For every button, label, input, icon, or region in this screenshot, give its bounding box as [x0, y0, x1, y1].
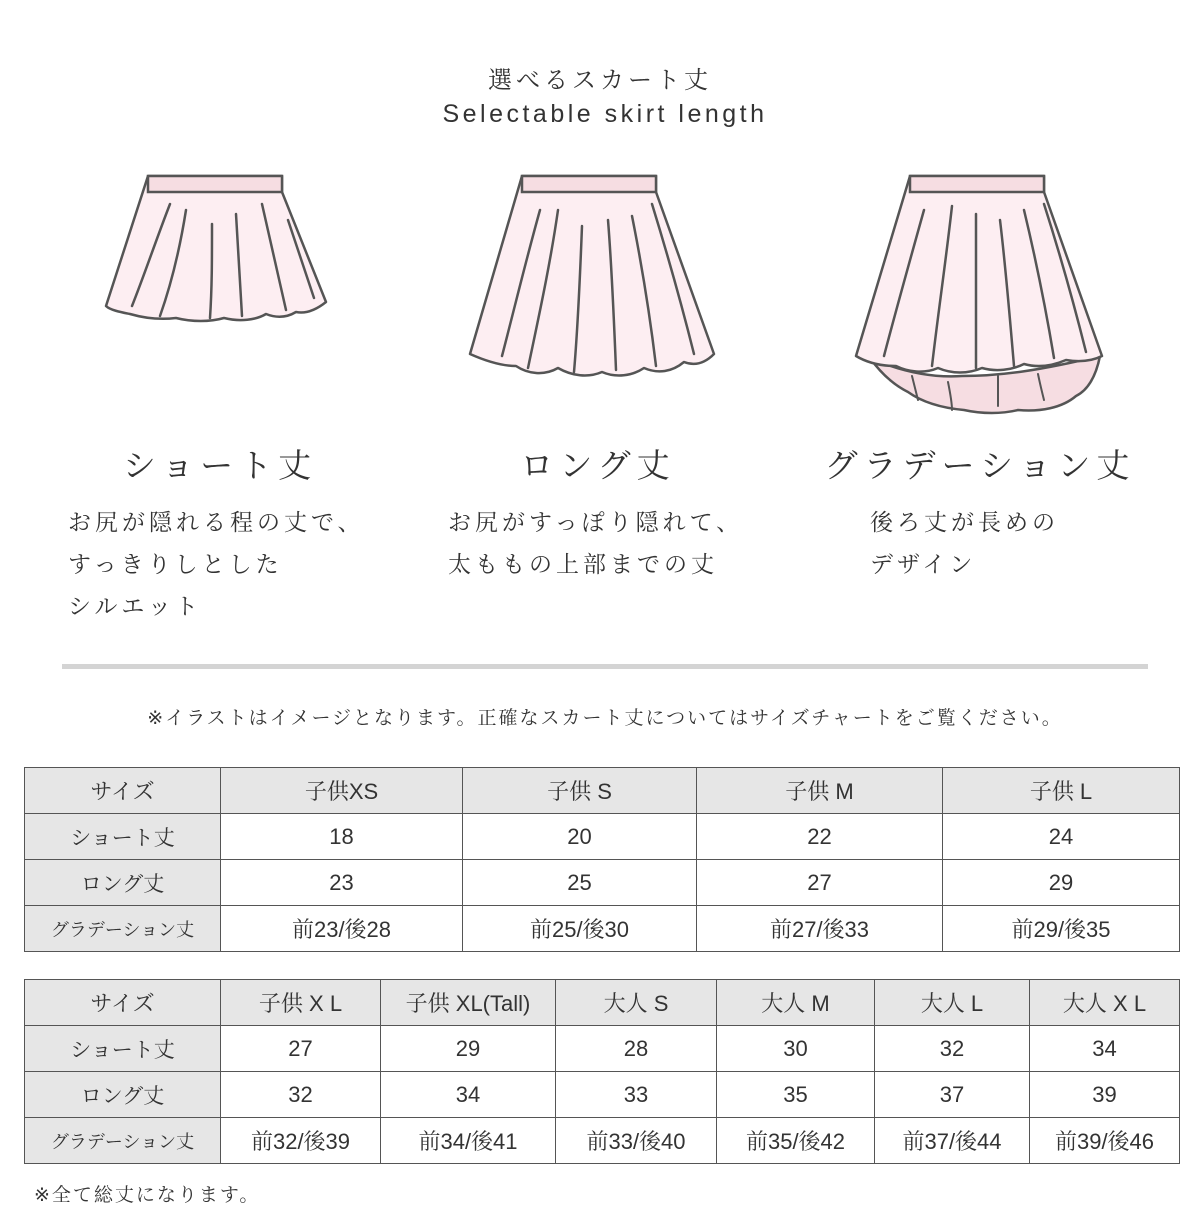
- table-cell: 23: [221, 860, 463, 906]
- skirt-name-short: ショート丈: [122, 446, 318, 485]
- table-cell: 前37/後44: [875, 1118, 1030, 1164]
- table-header-cell: 子供 M: [697, 768, 943, 814]
- table-header-cell: 大人 M: [717, 980, 875, 1026]
- table-cell: 34: [381, 1072, 556, 1118]
- long-skirt-icon: [464, 170, 720, 382]
- table-cell: 35: [717, 1072, 875, 1118]
- table-header-cell: 子供 XL(Tall): [381, 980, 556, 1026]
- table-cell: 前29/後35: [943, 906, 1180, 952]
- table-header-cell: 大人 S: [556, 980, 717, 1026]
- table-cell: 34: [1030, 1026, 1180, 1072]
- table-cell: 33: [556, 1072, 717, 1118]
- table-row-header: ショート丈: [25, 814, 221, 860]
- table-cell: 前33/後40: [556, 1118, 717, 1164]
- table-cell: 39: [1030, 1072, 1180, 1118]
- section-divider: [62, 664, 1148, 669]
- table-cell: 前34/後41: [381, 1118, 556, 1164]
- table-cell: 25: [463, 860, 697, 906]
- table-cell: 32: [221, 1072, 381, 1118]
- table-cell: 前27/後33: [697, 906, 943, 952]
- size-table-kids: [24, 767, 1180, 952]
- skirt-name-gradation: グラデーション丈: [824, 446, 1136, 485]
- table-row: [25, 1026, 1180, 1072]
- table-cell: 32: [875, 1026, 1030, 1072]
- table-row: [25, 906, 1180, 952]
- size-table-adult: [24, 979, 1180, 1164]
- page-title-en: Selectable skirt length: [442, 100, 768, 128]
- table-cell: 20: [463, 814, 697, 860]
- table-header-cell: サイズ: [25, 980, 221, 1026]
- footnote: ※全て総丈になります。: [34, 1184, 261, 1206]
- skirt-desc-gradation: 後ろ丈が長めの デザイン: [870, 510, 1059, 578]
- table-row-header: グラデーション丈: [25, 906, 221, 952]
- table-cell: 30: [717, 1026, 875, 1072]
- table-cell: 前39/後46: [1030, 1118, 1180, 1164]
- table-header-row: [25, 980, 1180, 1026]
- table-cell: 前25/後30: [463, 906, 697, 952]
- table-cell: 37: [875, 1072, 1030, 1118]
- table-cell: 28: [556, 1026, 717, 1072]
- table-header-cell: 子供 X L: [221, 980, 381, 1026]
- table-row-header: ショート丈: [25, 1026, 221, 1072]
- table-row: [25, 860, 1180, 906]
- table-row: [25, 1072, 1180, 1118]
- table-header-cell: 子供XS: [221, 768, 463, 814]
- table-cell: 前23/後28: [221, 906, 463, 952]
- table-row: [25, 1118, 1180, 1164]
- page-title-jp: 選べるスカート丈: [488, 66, 712, 94]
- table-header-row: [25, 768, 1180, 814]
- table-row-header: ロング丈: [25, 1072, 221, 1118]
- table-header-cell: 大人 L: [875, 980, 1030, 1026]
- table-row: [25, 814, 1180, 860]
- table-cell: 22: [697, 814, 943, 860]
- table-cell: 前35/後42: [717, 1118, 875, 1164]
- skirt-desc-short: お尻が隠れる程の丈で、 すっきりしとした シルエット: [68, 510, 365, 620]
- skirt-name-long: ロング丈: [520, 446, 676, 485]
- table-header-cell: サイズ: [25, 768, 221, 814]
- gradation-skirt-icon: [852, 170, 1108, 416]
- table-header-cell: 子供 S: [463, 768, 697, 814]
- table-cell: 18: [221, 814, 463, 860]
- table-header-cell: 子供 L: [943, 768, 1180, 814]
- table-cell: 29: [381, 1026, 556, 1072]
- table-cell: 前32/後39: [221, 1118, 381, 1164]
- table-cell: 29: [943, 860, 1180, 906]
- table-header-cell: 大人 X L: [1030, 980, 1180, 1026]
- table-cell: 24: [943, 814, 1180, 860]
- table-row-header: グラデーション丈: [25, 1118, 221, 1164]
- illustration-note: ※イラストはイメージとなります。正確なスカート丈についてはサイズチャートをご覧ください。: [147, 707, 1063, 729]
- table-cell: 27: [697, 860, 943, 906]
- short-skirt-icon: [100, 170, 332, 330]
- table-cell: 27: [221, 1026, 381, 1072]
- skirt-desc-long: お尻がすっぽり隠れて、 太ももの上部までの丈: [448, 510, 744, 578]
- table-row-header: ロング丈: [25, 860, 221, 906]
